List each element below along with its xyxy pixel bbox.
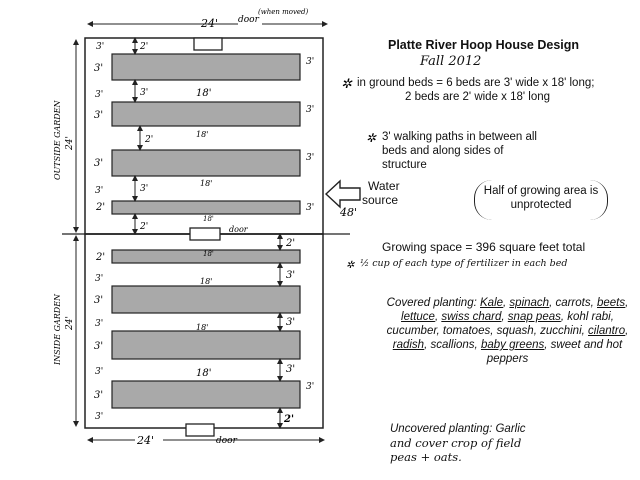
- path-label-21: 3': [95, 412, 104, 422]
- fertilizer-note: ½ cup of each type of fertilizer in each bed: [360, 258, 568, 269]
- path-label-6: 3': [306, 105, 315, 115]
- covered-planting-note: Covered planting: Kale, spinach, carrots, beets, lettuce, swiss chard, snap peas, kohl rabi, cucumber, tomatoes, squash, zucchini, cilantro, radish, scallions, baby greens, sweet and hot peppers: [386, 297, 629, 365]
- in-ground-line-1: in ground beds = 6 beds are 3' wide x 18' long;: [357, 77, 595, 89]
- outside-garden-label: OUTSIDE GARDEN: [53, 100, 62, 180]
- path-label-12: 2': [140, 222, 149, 232]
- mid-door-label: door: [229, 225, 248, 234]
- top-door-note: (when moved): [258, 8, 309, 16]
- half-unprotected-note: Half of growing area is unprotected: [474, 180, 608, 220]
- bottom-door: [186, 424, 214, 436]
- bed-4-length: 18': [203, 215, 214, 223]
- growing-space-note: Growing space = 396 square feet total: [382, 240, 586, 254]
- mid-door: [190, 228, 220, 240]
- inside-garden-label: INSIDE GARDEN: [53, 293, 62, 365]
- bed-7-width: 3': [94, 341, 104, 352]
- star-mark-3: ✲: [346, 260, 355, 271]
- bed-8-width: 3': [94, 390, 104, 401]
- bottom-door-label: door: [216, 436, 237, 446]
- top-door-label: door: [238, 15, 259, 25]
- bed-1-width: 3': [94, 63, 104, 74]
- path-label-15: 3': [95, 274, 104, 284]
- bottom-width-label: 24': [137, 434, 155, 447]
- path-label-11: 3': [306, 203, 315, 213]
- bed-1-length: 18': [196, 88, 212, 99]
- paths-line-1: 3' walking paths in between all: [382, 131, 537, 143]
- path-label-4: 3': [95, 90, 104, 100]
- path-label-18: 3': [286, 364, 296, 375]
- bed-2-width: 3': [94, 110, 104, 121]
- bed-3-length: 18': [200, 179, 213, 188]
- inside-length-label: 24': [65, 316, 75, 330]
- path-label-22: 2': [284, 414, 295, 425]
- bed-2: [112, 102, 300, 126]
- path-label-3: 3': [306, 57, 315, 67]
- in-ground-line-2: 2 beds are 2' wide x 18' long: [405, 91, 551, 103]
- uncovered-planting-note: Uncovered planting: Garlic and cover crop of field peas + oats.: [390, 423, 526, 464]
- bed-3: [112, 150, 300, 176]
- water-source-label: Water source: [362, 179, 400, 207]
- bed-2-length: 18': [196, 130, 209, 139]
- star-mark-1: ✲: [341, 77, 352, 92]
- star-mark-2: ✲: [366, 131, 377, 145]
- bed-7: [112, 331, 300, 359]
- path-label-20: 3': [306, 382, 315, 392]
- overall-length-label: 48': [340, 206, 358, 219]
- path-label-5: 3': [140, 88, 149, 98]
- bed-4: [112, 201, 300, 214]
- path-label-19: 3': [95, 367, 104, 377]
- bed-3-width: 3': [94, 158, 104, 169]
- bed-7-length: 18': [196, 323, 209, 332]
- page-title: Platte River Hoop House Design: [388, 38, 580, 52]
- bed-5-length: 18': [203, 250, 214, 258]
- subtitle: Fall 2012: [420, 54, 482, 69]
- path-label-13: 2': [286, 238, 296, 249]
- path-label-16: 3': [286, 317, 296, 328]
- bed-6-length: 18': [200, 277, 213, 286]
- paths-line-2: beds and along sides of: [382, 145, 504, 157]
- path-label-14: 3': [286, 270, 296, 281]
- bed-6: [112, 286, 300, 313]
- bed-5-width: 2': [96, 252, 106, 263]
- path-label-17: 3': [95, 319, 104, 329]
- bed-8-length: 18': [196, 368, 212, 379]
- bed-6-width: 3': [94, 295, 104, 306]
- paths-line-3: structure: [382, 159, 427, 171]
- bed-4-width: 2': [96, 202, 106, 213]
- path-label-10: 3': [140, 184, 149, 194]
- in-ground-beds-note: [343, 76, 640, 104]
- bed-8: [112, 381, 300, 408]
- outside-length-label: 24': [65, 136, 75, 150]
- bed-1: [112, 54, 300, 80]
- top-width-label: 24': [201, 17, 219, 30]
- walking-paths-note: [368, 130, 622, 172]
- path-label-9: 3': [95, 186, 104, 196]
- water-source-arrow: [326, 181, 360, 207]
- path-label-8: 3': [306, 153, 315, 163]
- top-door: [194, 38, 222, 50]
- path-label-1: 3': [96, 42, 105, 52]
- path-label-7: 2': [145, 135, 154, 145]
- path-label-2: 2': [140, 42, 149, 52]
